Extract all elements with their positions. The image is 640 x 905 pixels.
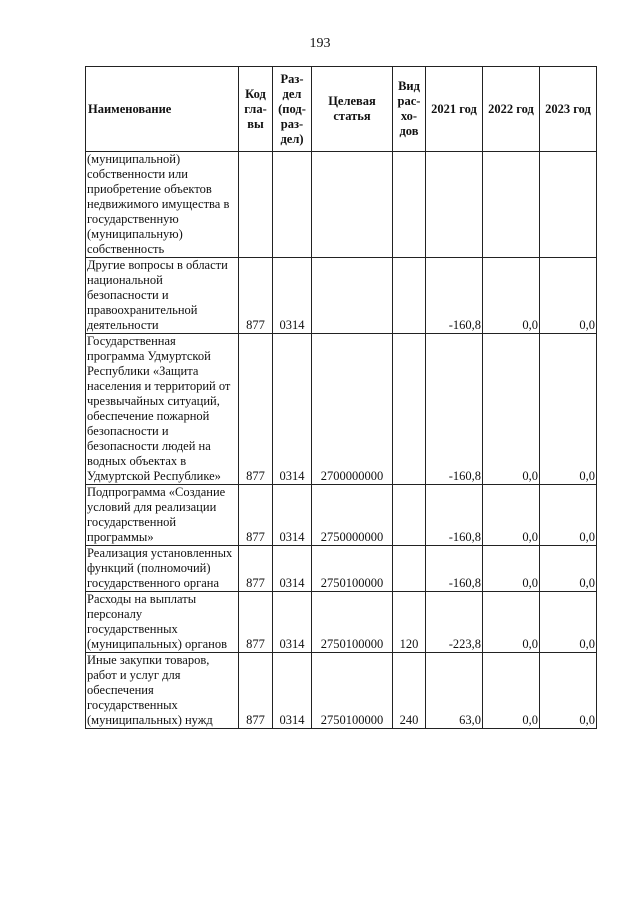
row-2021: -160,8 [426,334,483,485]
page-number: 193 [309,36,331,51]
row-name: Реализация установленных функций (полномочий) государственного органа [86,546,239,592]
row-2021: -160,8 [426,546,483,592]
header-2021: 2021 год [426,67,483,152]
row-2023: 0,0 [540,258,597,334]
row-name: Иные закупки товаров, работ и услуг для обеспечения государственных (муниципальных) нужд [86,653,239,729]
row-kod: 877 [239,592,273,653]
row-celevaya: 2750000000 [312,485,393,546]
row-kod: 877 [239,258,273,334]
row-2022: 0,0 [483,258,540,334]
row-celevaya: 2700000000 [312,334,393,485]
row-name: Государственная программа Удмуртской Республики «Защита населения и территорий от чрезвычайных ситуаций, обеспечение пожарной безопасности и безопасности людей на водных объектах в Удмуртской Республике» [86,334,239,485]
table-row [86,592,597,653]
row-2022: 0,0 [483,546,540,592]
header-name: Наименование [86,67,239,152]
row-2022: 0,0 [483,592,540,653]
row-2022: 0,0 [483,485,540,546]
row-razdel: 0314 [273,546,312,592]
header-razdel: Раз-дел (под-раз-дел) [273,67,312,152]
header-celevaya-statya: Целевая статья [312,67,393,152]
row-2021: -160,8 [426,485,483,546]
row-2023 [540,152,597,258]
row-razdel: 0314 [273,653,312,729]
budget-table [85,66,597,729]
row-vid [393,546,426,592]
row-2023: 0,0 [540,653,597,729]
row-kod: 877 [239,485,273,546]
row-name: Расходы на выплаты персоналу государственных (муниципальных) органов [86,592,239,653]
row-vid [393,334,426,485]
row-kod: 877 [239,334,273,485]
row-vid [393,485,426,546]
table-row [86,546,597,592]
row-vid: 240 [393,653,426,729]
row-razdel: 0314 [273,258,312,334]
row-kod: 877 [239,653,273,729]
row-2023: 0,0 [540,485,597,546]
row-celevaya: 2750100000 [312,546,393,592]
row-2021 [426,152,483,258]
row-2021: -223,8 [426,592,483,653]
table-header-row [86,67,597,152]
row-2023: 0,0 [540,546,597,592]
row-2022: 0,0 [483,334,540,485]
row-celevaya: 2750100000 [312,653,393,729]
header-kod-glavy: Код гла-вы [239,67,273,152]
row-2021: 63,0 [426,653,483,729]
table-row [86,334,597,485]
row-name: Другие вопросы в области национальной безопасности и правоохранительной деятельности [86,258,239,334]
row-name: Подпрограмма «Создание условий для реализации государственной программы» [86,485,239,546]
row-kod [239,152,273,258]
row-celevaya [312,258,393,334]
row-celevaya [312,152,393,258]
table-row [86,485,597,546]
row-razdel [273,152,312,258]
row-vid [393,258,426,334]
row-2021: -160,8 [426,258,483,334]
row-2022 [483,152,540,258]
header-2022: 2022 год [483,67,540,152]
row-2022: 0,0 [483,653,540,729]
header-2023: 2023 год [540,67,597,152]
row-razdel: 0314 [273,485,312,546]
row-celevaya: 2750100000 [312,592,393,653]
row-razdel: 0314 [273,592,312,653]
table-row [86,152,597,258]
row-2023: 0,0 [540,592,597,653]
row-razdel: 0314 [273,334,312,485]
table-row [86,258,597,334]
row-vid: 120 [393,592,426,653]
table-row [86,653,597,729]
row-vid [393,152,426,258]
row-kod: 877 [239,546,273,592]
header-vid-rashodov: Вид рас-хо-дов [393,67,426,152]
row-2023: 0,0 [540,334,597,485]
row-name: (муниципальной) собственности или приобретение объектов недвижимого имущества в государственную (муниципальную) собственность [86,152,239,258]
